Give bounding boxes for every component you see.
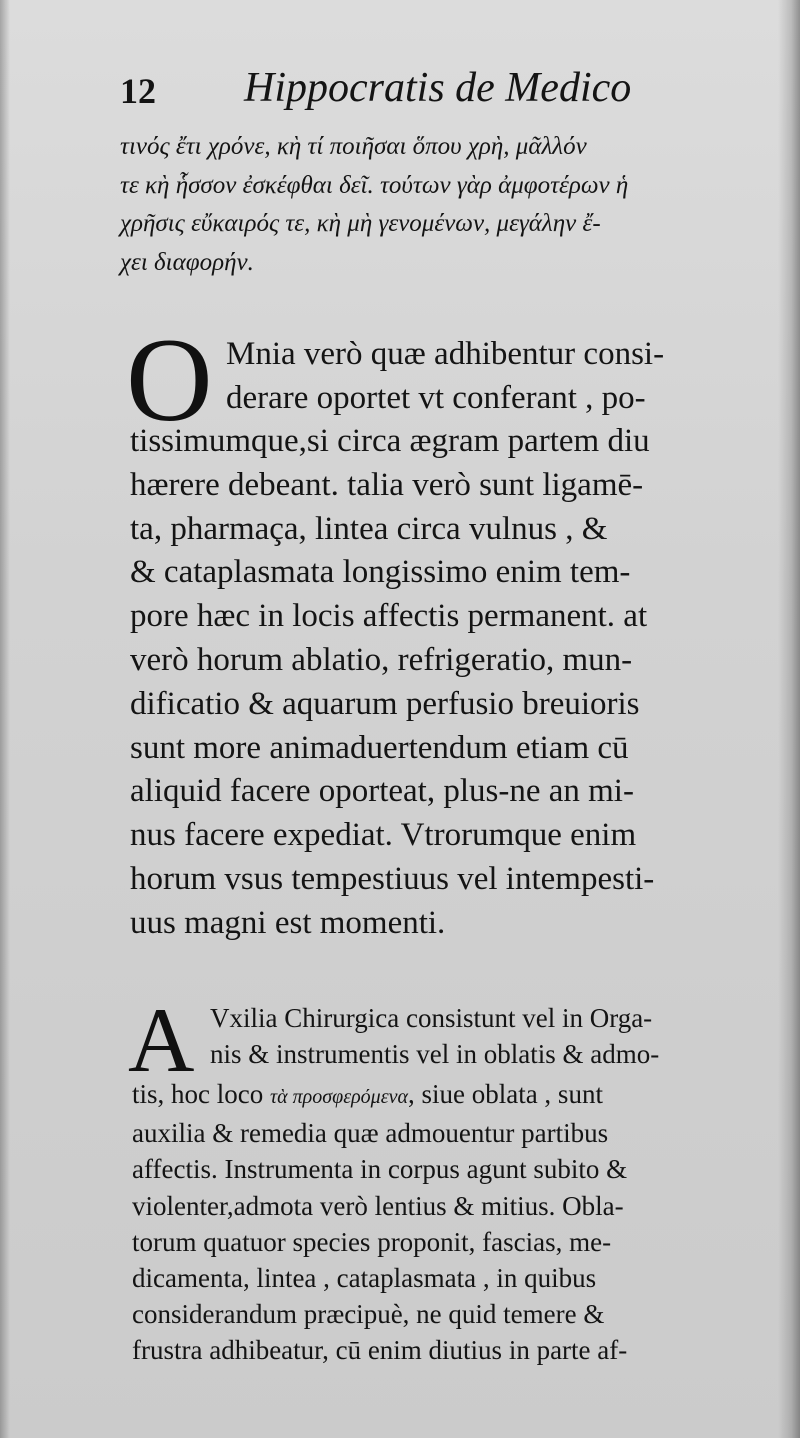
drop-cap-a: A bbox=[128, 989, 195, 1091]
page-gutter-shadow bbox=[0, 0, 10, 1438]
page-edge-shadow bbox=[778, 0, 800, 1438]
text-line bbox=[132, 1076, 772, 1115]
text-line: sunt more animaduertendum etiam cū bbox=[130, 729, 629, 766]
running-head bbox=[120, 64, 660, 116]
text-line: Mnia verò quæ adhibentur consi- bbox=[226, 336, 665, 372]
text-line: pore hæc in locis affectis permanent. at bbox=[130, 598, 648, 635]
text-line: aliquid facere oporteat, plus-ne an mi- bbox=[130, 773, 634, 810]
text-line: torum quatuor species proponit, fascias, me- bbox=[132, 1226, 612, 1257]
text-line: tissimumque,si circa ægram partem diu bbox=[130, 423, 650, 459]
greek-inline-term: τὰ προσφερόμενα bbox=[269, 1086, 408, 1108]
greek-line: χει διαφορήν. bbox=[120, 248, 254, 276]
text-line: considerandum præcipuè, ne quid temere & bbox=[132, 1299, 605, 1330]
greek-line: τινός ἔτι χρόνε, κὴ τί ποιῆσαι ὅπου χρὴ, μᾶλλόν bbox=[120, 133, 587, 160]
text-line: auxilia & remedia quæ admouentur partibus bbox=[132, 1118, 609, 1149]
text-line: uus magni est momenti. bbox=[130, 904, 446, 941]
text-line: frustra adhibeatur, cū enim diutius in parte af- bbox=[132, 1335, 628, 1366]
text-line: horum vsus tempestiuus vel intempesti- bbox=[130, 860, 655, 897]
text-fragment: , siue oblata , sunt bbox=[407, 1079, 603, 1109]
text-line: Vxilia Chirurgica consistunt vel in Orga- bbox=[210, 1003, 653, 1033]
text-line: ta, pharmaça, lintea circa vulnus , & bbox=[130, 510, 608, 547]
text-line: affectis. Instrumenta in corpus agunt subito & bbox=[132, 1154, 628, 1185]
text-line: violenter,admota verò lentius & mitius. Obla- bbox=[132, 1190, 624, 1221]
text-line: dificatio & aquarum perfusio breuioris bbox=[130, 685, 640, 722]
paragraph2-indented-lines bbox=[210, 1000, 770, 1072]
page-number: 12 bbox=[120, 71, 156, 111]
text-line: dicamenta, lintea , cataplasmata , in quibus bbox=[132, 1263, 597, 1294]
greek-text-block bbox=[120, 128, 768, 282]
greek-line: χρῆσις εὔκαιρός τε, κὴ μὴ γενομένων, μεγάλην ἔ- bbox=[120, 210, 601, 237]
text-line: derare oportet vt conferant , po- bbox=[226, 380, 646, 416]
running-title: Hippocratis de Medico bbox=[244, 65, 632, 111]
paragraph1-body bbox=[130, 420, 770, 946]
text-line: verò horum ablatio, refrigeratio, mun- bbox=[130, 641, 633, 678]
text-line: & cataplasmata longissimo enim tem- bbox=[130, 554, 631, 591]
text-line: nus facere expediat. Vtrorumque enim bbox=[130, 817, 637, 854]
drop-cap-o: O bbox=[126, 313, 213, 446]
greek-line: τε κὴ ἧσσον ἐσκέφθαι δεῖ. τούτων γὰρ ἀμφοτέρων ἡ bbox=[120, 171, 629, 199]
paragraph1-indented-lines bbox=[226, 332, 766, 420]
text-fragment: tis, hoc loco bbox=[132, 1079, 270, 1109]
text-line: nis & instrumentis vel in oblatis & admo- bbox=[210, 1039, 660, 1069]
paragraph2-body bbox=[132, 1076, 772, 1369]
text-line: hærere debeant. talia verò sunt ligamē- bbox=[130, 466, 644, 503]
